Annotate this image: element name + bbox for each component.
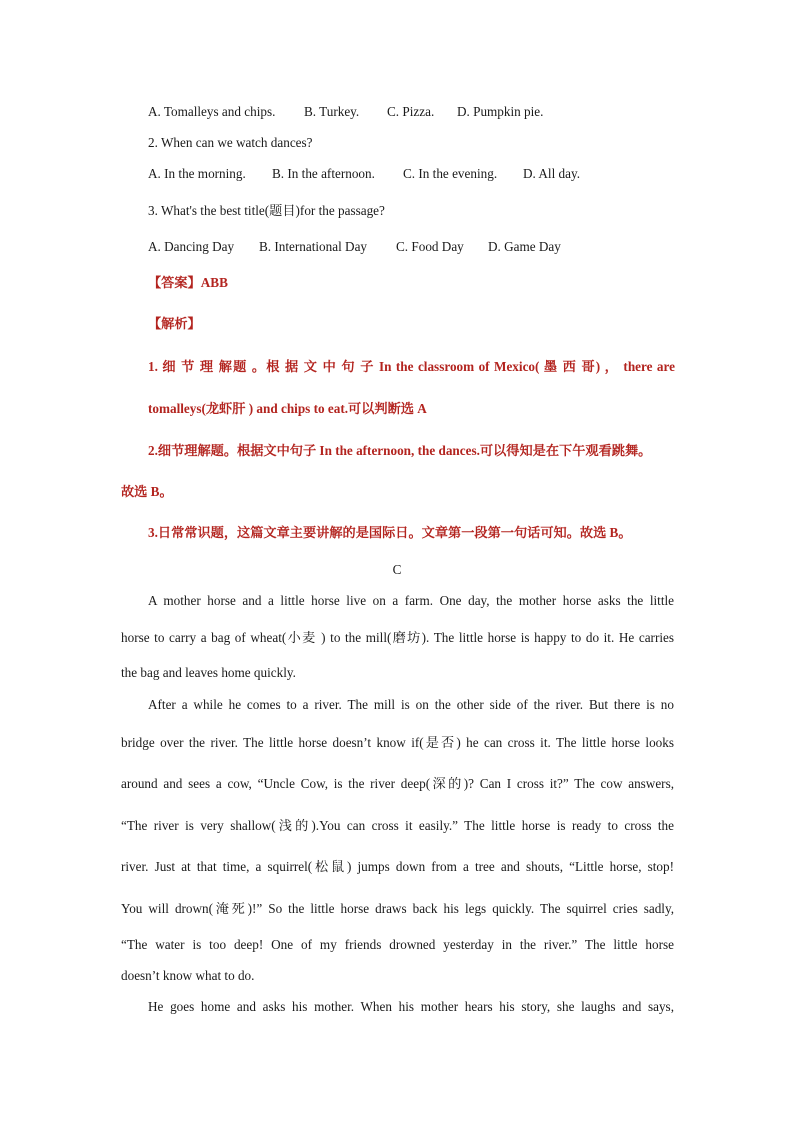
passage-line-8: river. Just at that time, a squirrel(松鼠) jumps down from a tree and shouts, “Little horse, stop! (121, 859, 674, 874)
passage-line-9: You will drown(淹死)!” So the little horse draws back his legs quickly. The squirrel cries sadly, (121, 901, 674, 916)
q2-question: 2. When can we watch dances? (148, 135, 313, 150)
analysis-label: 【解析】 (148, 316, 201, 331)
passage-line-1: A mother horse and a little horse live on a farm. One day, the mother horse asks the little (148, 593, 674, 608)
q1-option-a: A. Tomalleys and chips. (148, 104, 276, 119)
passage-line-6: around and sees a cow, “Uncle Cow, is the river deep(深的)? Can I cross it?” The cow answers, (121, 776, 674, 791)
q3-option-c: C. Food Day (396, 239, 464, 254)
passage-line-12: He goes home and asks his mother. When his mother hears his story, she laughs and says, (148, 999, 674, 1014)
q2-option-d: D. All day. (523, 166, 581, 181)
q1-option-d: D. Pumpkin pie. (457, 104, 544, 119)
passage-line-7: “The river is very shallow(浅的).You can cross it easily.” The little horse is ready to cross the (121, 818, 674, 833)
passage-line-3: the bag and leaves home quickly. (121, 665, 296, 680)
analysis-line-2: tomalleys(龙虾肝 ) and chips to eat.可以判断选 A (148, 401, 427, 416)
passage-line-10: “The water is too deep! One of my friends drowned yesterday in the river.” The little horse (121, 937, 674, 952)
passage-line-2: horse to carry a bag of wheat(小麦 ) to the mill(磨坊). The little horse is happy to do it. He carries (121, 630, 674, 645)
q2-option-a: A. In the morning. (148, 166, 246, 181)
analysis-line-3: 2.细节理解题。根据文中句子 In the afternoon, the dances.可以得知是在下午观看跳舞。 (148, 443, 652, 458)
section-heading: C (392, 562, 402, 577)
q2-options (148, 166, 580, 182)
q1-option-c: C. Pizza. (387, 104, 435, 119)
q3-option-b: B. International Day (259, 239, 368, 254)
q2-option-b: B. In the afternoon. (272, 166, 375, 181)
analysis-line-4: 故选 B。 (121, 484, 173, 499)
q1-option-b: B. Turkey. (304, 104, 360, 119)
passage-line-5: bridge over the river. The little horse doesn’t know if(是否) he can cross it. The little horse looks (121, 735, 674, 750)
analysis-line-5: 3.日常常识题，这篇文章主要讲解的是国际日。文章第一段第一句话可知。故选 B。 (148, 525, 632, 540)
q2-option-c: C. In the evening. (403, 166, 498, 181)
q1-options (148, 104, 543, 120)
q3-question: 3. What's the best title(题目)for the passage? (148, 203, 385, 218)
q3-options (148, 239, 561, 255)
q3-option-d: D. Game Day (488, 239, 561, 254)
passage-line-11: doesn’t know what to do. (121, 968, 255, 983)
answer-line: 【答案】ABB (148, 275, 228, 290)
analysis-line-1: 1. 细 节 理 解题 。根 据 文 中 句 子 In the classroom of Mexico( 墨 西 哥) ， there are (148, 359, 675, 374)
passage-line-4: After a while he comes to a river. The mill is on the other side of the river. But there is no (148, 697, 674, 712)
q3-option-a: A. Dancing Day (148, 239, 235, 254)
